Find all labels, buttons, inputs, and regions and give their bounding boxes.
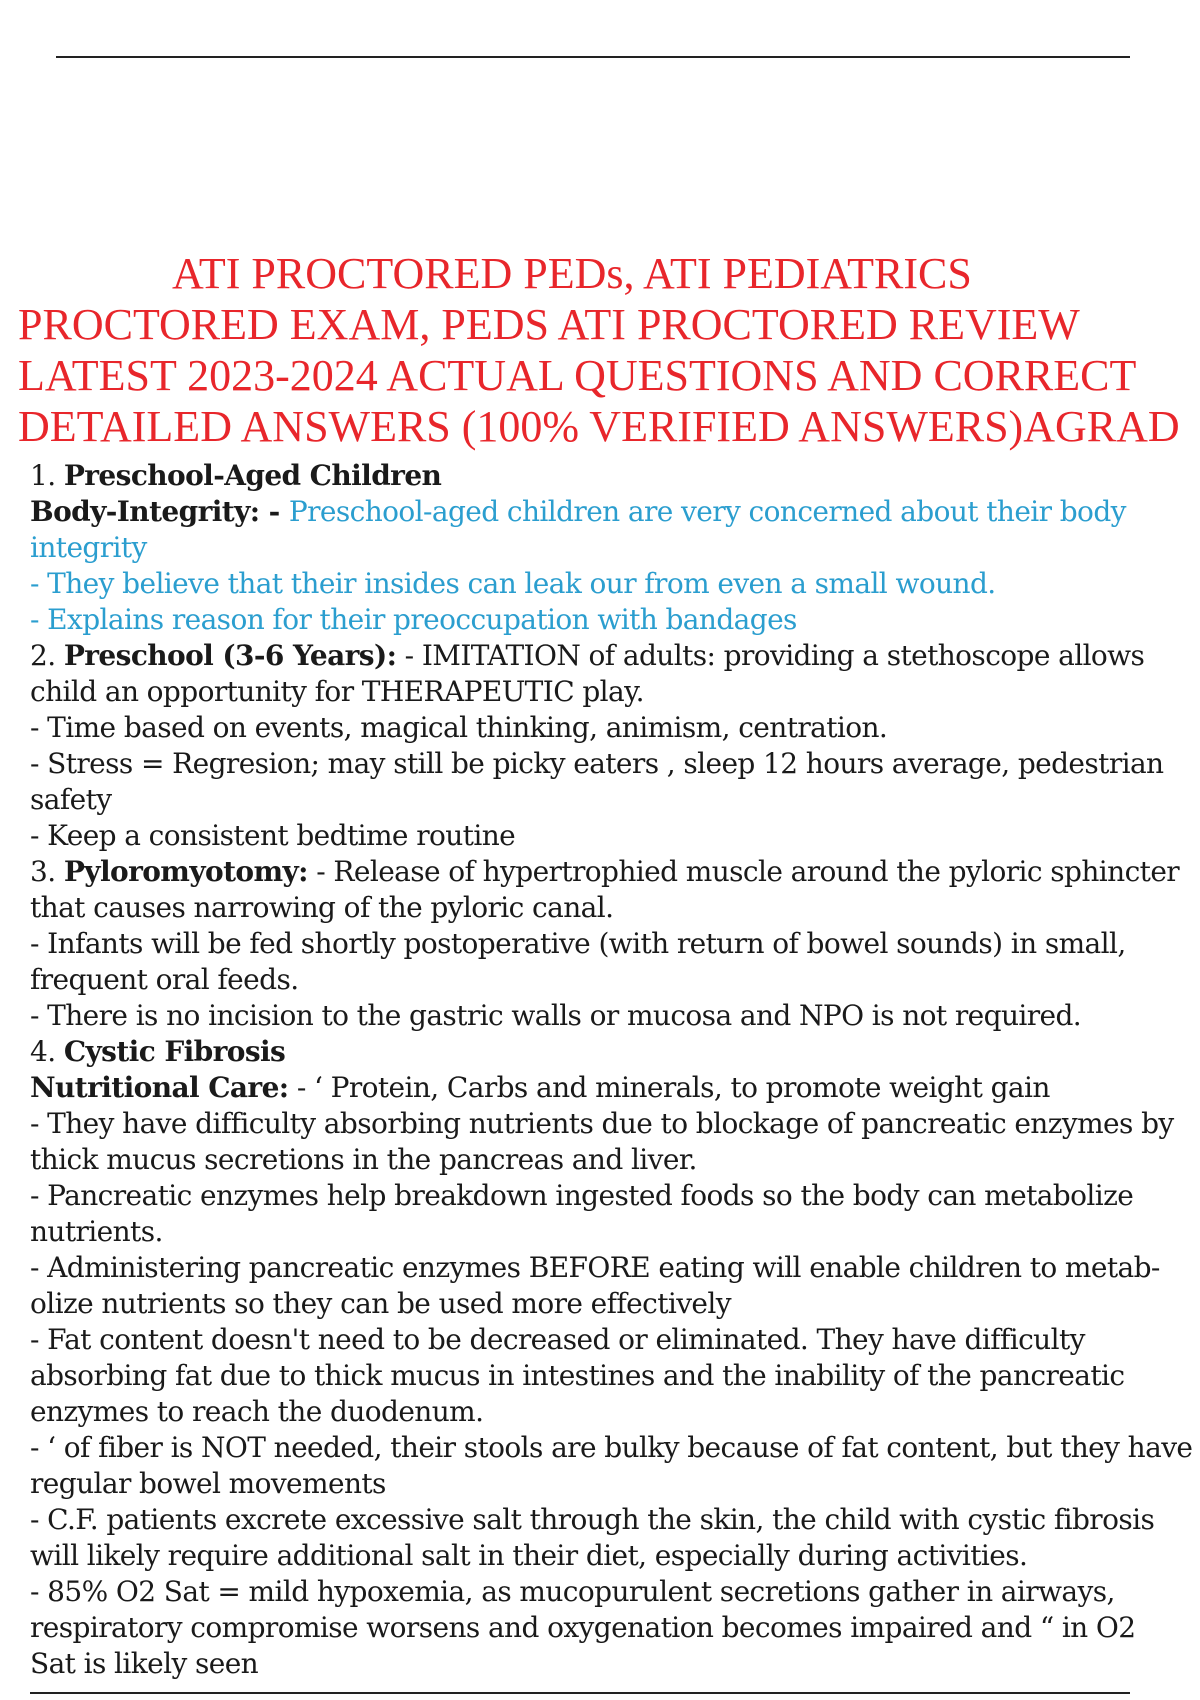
body-text: safety (30, 783, 112, 816)
body-text: child an opportunity for THERAPEUTIC play. (30, 675, 644, 708)
body-text: Sat is likely seen (30, 1647, 259, 1680)
answer-text: - They believe that their insides can leak our from even a small wound. (30, 567, 996, 600)
top-divider (56, 56, 1130, 58)
body-text: frequent oral feeds. (30, 963, 299, 996)
document-title (18, 248, 1193, 452)
body-text: enzymes to reach the duodenum. (30, 1395, 484, 1428)
body-text: - Stress = Regresion; may still be picky eaters , sleep 12 hours average, pedestrian (30, 747, 1164, 780)
body-text: that causes narrowing of the pyloric canal. (30, 891, 614, 924)
section-title: Pyloromyotomy: (63, 855, 308, 888)
title-line-4: DETAILED ANSWERS (100% VERIFIED ANSWERS)AGRAD (18, 402, 1180, 451)
body-text: - ‘ of fiber is NOT needed, their stools are bulky because of fat content, but they have (30, 1431, 1193, 1464)
body-text: - They have difficulty absorbing nutrients due to blockage of pancreatic enzymes by (30, 1107, 1174, 1140)
body-text: regular bowel movements (30, 1467, 386, 1500)
section-title: Preschool (3-6 Years): (63, 639, 397, 672)
section-4-line (30, 1070, 1180, 1106)
title-line-3: LATEST 2023-2024 ACTUAL QUESTIONS AND CORRECT (18, 351, 1137, 400)
answer-text: integrity (30, 531, 147, 564)
section-number: 1. (30, 459, 64, 492)
title-line-1: ATI PROCTORED PEDs, ATI PEDIATRICS (172, 249, 972, 298)
body-text: - Pancreatic enzymes help breakdown ingested foods so the body can metabolize (30, 1179, 1134, 1212)
section-4-heading (30, 1034, 1180, 1070)
body-text: - Administering pancreatic enzymes BEFORE eating will enable children to metab- (30, 1251, 1160, 1284)
cut-off-next-line (30, 1680, 1130, 1700)
body-text: - ‘ Protein, Carbs and minerals, to promote weight gain (288, 1071, 1050, 1104)
body-text: - IMITATION of adults: providing a stethoscope allows (396, 639, 1145, 672)
section-number: 4. (30, 1035, 64, 1068)
term-label: Nutritional Care: (30, 1071, 289, 1104)
section-3-heading (30, 854, 1180, 890)
section-number: 3. (30, 855, 64, 888)
title-line-2: PROCTORED EXAM, PEDS ATI PROCTORED REVIEW (18, 300, 1080, 349)
body-text: - Fat content doesn't need to be decreased or eliminated. They have difficulty (30, 1323, 1085, 1356)
body-text: absorbing fat due to thick mucus in intestines and the inability of the pancreatic (30, 1359, 1125, 1392)
section-title: Cystic Fibrosis (63, 1035, 286, 1068)
body-text: - Release of hypertrophied muscle around the pyloric sphincter (307, 855, 1180, 888)
answer-text: Preschool-aged children are very concerned about their body (288, 495, 1126, 528)
body-text: respiratory compromise worsens and oxygenation becomes impaired and “ in O2 (30, 1611, 1136, 1644)
section-1-heading (30, 458, 1180, 494)
section-title: Preschool-Aged Children (63, 459, 442, 492)
body-text: - Time based on events, magical thinking, animism, centration. (30, 711, 888, 744)
section-number: 2. (30, 639, 64, 672)
body-text: - 85% O2 Sat = mild hypoxemia, as mucopurulent secretions gather in airways, (30, 1575, 1115, 1608)
body-text: - Keep a consistent bedtime routine (30, 819, 516, 852)
document-body (30, 458, 1193, 1682)
section-1-line (30, 494, 1180, 530)
answer-text: - Explains reason for their preoccupation with bandages (30, 603, 797, 636)
section-2-heading (30, 638, 1180, 674)
body-text: will likely require additional salt in their diet, especially during activities. (30, 1539, 1028, 1572)
body-text: - C.F. patients excrete excessive salt through the skin, the child with cystic fibrosis (30, 1503, 1155, 1536)
term-label: Body-Integrity: - (30, 495, 289, 528)
body-text: olize nutrients so they can be used more effectively (30, 1287, 731, 1320)
body-text: thick mucus secretions in the pancreas and liver. (30, 1143, 697, 1176)
body-text: - There is no incision to the gastric walls or mucosa and NPO is not required. (30, 999, 1082, 1032)
body-text: - Infants will be fed shortly postoperative (with return of bowel sounds) in small, (30, 927, 1126, 960)
body-text: nutrients. (30, 1215, 163, 1248)
